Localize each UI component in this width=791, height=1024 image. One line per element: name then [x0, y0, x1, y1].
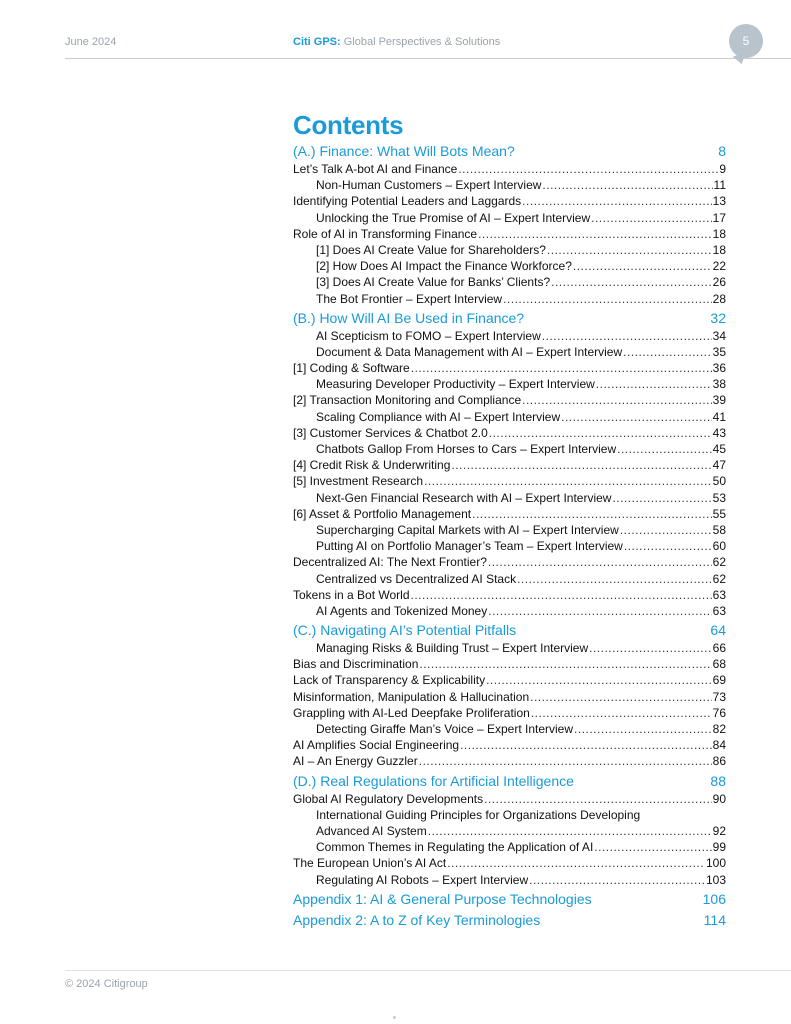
toc-section-heading[interactable]	[293, 911, 726, 930]
toc-entry-page: 73	[712, 689, 726, 704]
toc-entry-page: 82	[712, 722, 726, 736]
toc-section-page: 32	[710, 309, 726, 326]
toc-leader-dots	[531, 705, 712, 721]
toc-entry-label: Regulating AI Robots – Expert Interview	[316, 872, 529, 887]
toc-entry-page: 11	[713, 178, 726, 193]
toc-leader-dots	[591, 210, 712, 226]
toc-leader-dots	[488, 603, 711, 619]
toc-entry-page: 66	[712, 641, 726, 656]
toc-entry-label: Role of AI in Transforming Finance	[293, 226, 478, 241]
toc-leader-dots	[419, 656, 711, 672]
toc-entry-label: [4] Credit Risk & Underwriting	[293, 458, 451, 473]
toc-leader-dots	[460, 737, 712, 753]
toc-leader-dots	[478, 226, 712, 242]
toc-entry-page: 22	[712, 259, 726, 274]
toc-entry-label: International Guiding Principles for Organizations Developing	[316, 807, 641, 822]
toc-entry-page: 60	[712, 539, 726, 554]
toc-entry-label: [2] Transaction Monitoring and Compliance	[293, 393, 522, 408]
toc-entry[interactable]	[293, 210, 726, 226]
toc-section-page: 114	[703, 911, 726, 928]
toc-entry[interactable]	[293, 656, 726, 672]
toc-entry-page: 69	[712, 673, 726, 688]
toc-entry-label: [2] How Does AI Impact the Finance Workforce?	[316, 259, 572, 274]
toc-entry-page: 41	[712, 409, 726, 424]
toc-entry-label: [3] Customer Services & Chatbot 2.0	[293, 425, 488, 440]
toc-entry-page: 68	[712, 657, 726, 672]
toc-entry-page: 36	[712, 361, 726, 376]
toc-leader-dots	[620, 522, 712, 538]
toc-leader-dots	[547, 242, 712, 258]
header-publication	[293, 36, 500, 48]
toc-entry-label: [3] Does AI Create Value for Banks’ Clients?	[316, 275, 551, 290]
toc-entry[interactable]	[293, 791, 726, 807]
toc-entry-label: AI Scepticism to FOMO – Expert Interview	[316, 328, 541, 343]
toc-entry-page: 38	[712, 377, 726, 392]
toc-entry-page: 63	[712, 603, 726, 618]
toc-entry-label: [1] Coding & Software	[293, 361, 410, 376]
toc-leader-dots	[612, 490, 711, 506]
toc-leader-dots	[411, 360, 712, 376]
toc-section-heading[interactable]	[293, 309, 726, 328]
toc-entry-page: 45	[712, 442, 726, 456]
toc-leader-dots	[458, 161, 718, 177]
toc-entry-page: 99	[712, 840, 726, 855]
toc-leader-dots	[561, 409, 712, 425]
toc-entry[interactable]	[293, 490, 726, 506]
toc-entry-page: 39	[712, 393, 726, 408]
toc-entry[interactable]	[293, 441, 726, 457]
toc-entry[interactable]	[293, 242, 726, 258]
toc-entry-page: 100	[705, 856, 726, 871]
toc-entry[interactable]	[293, 258, 726, 274]
toc-entry[interactable]	[293, 409, 726, 425]
toc-leader-dots	[411, 587, 712, 603]
toc-leader-dots	[574, 721, 712, 737]
toc-entry-label: [1] Does AI Create Value for Shareholders?	[316, 242, 546, 257]
toc-leader-dots	[428, 823, 712, 839]
toc-entry-page: 17	[712, 210, 726, 225]
toc-leader-dots	[623, 344, 711, 360]
toc-entry-page: 18	[712, 226, 726, 241]
toc-entry-label: Grappling with AI-Led Deepfake Proliferation	[293, 705, 530, 720]
toc-entry-page: 18	[712, 242, 726, 257]
toc-leader-dots	[488, 554, 712, 570]
toc-entry[interactable]	[293, 672, 726, 688]
toc-entry-page: 35	[712, 344, 726, 359]
toc-entry[interactable]	[293, 392, 726, 408]
toc-entry[interactable]	[293, 161, 726, 177]
toc-section-label: (B.) How Will AI Be Used in Finance?	[293, 309, 525, 326]
toc-entry-page: 9	[719, 162, 726, 176]
toc-entry-label: Lack of Transparency & Explicability	[293, 673, 486, 688]
toc-entry[interactable]	[293, 538, 726, 554]
toc-entry-label: Unlocking the True Promise of AI – Expert Interview	[316, 210, 591, 225]
toc-entry[interactable]	[293, 193, 726, 209]
toc-leader-dots	[594, 839, 711, 855]
header-brand: Citi GPS:	[293, 36, 341, 48]
toc-entry-page: 53	[712, 490, 726, 505]
toc-entry-page: 47	[712, 458, 726, 473]
toc-entry-page: 63	[712, 587, 726, 602]
toc-entry-label: AI Agents and Tokenized Money	[316, 603, 488, 618]
toc-section-heading[interactable]	[293, 142, 726, 161]
toc-entry[interactable]	[293, 705, 726, 721]
toc-section-label: (C.) Navigating AI’s Potential Pitfalls	[293, 622, 517, 639]
toc-entry-label: Global AI Regulatory Developments	[293, 791, 484, 806]
toc-entry-label: Misinformation, Manipulation & Hallucination	[293, 689, 530, 704]
header-divider	[65, 58, 791, 59]
toc-leader-dots	[447, 855, 705, 871]
toc-entry[interactable]	[293, 522, 726, 538]
toc-leader-dots	[530, 689, 712, 705]
toc-leader-dots	[522, 193, 711, 209]
toc-entry-label: Centralized vs Decentralized AI Stack	[316, 571, 517, 586]
toc-entry[interactable]	[293, 328, 726, 344]
toc-entry-label: [5] Investment Research	[293, 474, 424, 489]
toc-entry-label: Managing Risks & Building Trust – Expert Interview	[316, 641, 589, 656]
toc-entry-label: Tokens in a Bot World	[293, 587, 410, 602]
toc-section-label: Appendix 2: A to Z of Key Terminologies	[293, 911, 541, 928]
toc-leader-dots	[573, 258, 712, 274]
toc-entry-page: 13	[712, 194, 726, 209]
toc-entry-page: 84	[712, 738, 726, 753]
toc-entry-page: 90	[712, 791, 726, 806]
toc-section-heading[interactable]	[293, 772, 726, 791]
toc-entry-label: Non-Human Customers – Expert Interview	[316, 178, 542, 193]
toc-entry-page: 86	[712, 754, 726, 769]
toc-entry[interactable]	[293, 360, 726, 376]
toc-entry[interactable]	[293, 721, 726, 737]
toc-entry-label: Document & Data Management with AI – Expert Interview	[316, 344, 623, 359]
toc-entry[interactable]	[293, 344, 726, 360]
toc-entry[interactable]	[293, 291, 726, 307]
toc-entry[interactable]	[293, 737, 726, 753]
toc-leader-dots	[529, 872, 705, 888]
toc-entry[interactable]	[293, 689, 726, 705]
toc-leader-dots	[486, 672, 712, 688]
toc-entry-page: 55	[712, 506, 726, 521]
toc-entry[interactable]	[293, 376, 726, 392]
toc-entry-label: Decentralized AI: The Next Frontier?	[293, 555, 487, 570]
toc-section-page: 64	[710, 622, 726, 639]
toc-entry-label: Scaling Compliance with AI – Expert Interview	[316, 409, 561, 424]
toc-entry-label: Bias and Discrimination	[293, 657, 419, 672]
toc-entry-label: Detecting Giraffe Man’s Voice – Expert Interview	[316, 722, 574, 736]
toc-entry-page: 58	[712, 522, 726, 537]
header-subtitle: Global Perspectives & Solutions	[343, 36, 501, 48]
page-marker-dot	[393, 1016, 396, 1019]
header-date: June 2024	[65, 36, 117, 48]
toc-entry-label: Measuring Developer Productivity – Expert Interview	[316, 377, 595, 392]
toc-entry[interactable]	[293, 823, 726, 839]
page-number-badge: 5	[729, 24, 763, 58]
toc-entry-page: 62	[712, 555, 726, 570]
toc-entry-page: 50	[712, 474, 726, 489]
toc-entry[interactable]	[293, 506, 726, 522]
toc-entry-label: Putting AI on Portfolio Manager’s Team – Expert Interview	[316, 539, 623, 554]
toc-entry-label: AI – An Energy Guzzler	[293, 754, 418, 769]
toc-entry[interactable]	[293, 226, 726, 242]
toc-section-page: 88	[710, 772, 726, 789]
toc-entry-label: Common Themes in Regulating the Application of AI	[316, 840, 594, 855]
toc-section-heading[interactable]	[293, 890, 726, 909]
toc-leader-dots	[589, 640, 712, 656]
toc-entry[interactable]	[293, 554, 726, 570]
toc-entry-label: The Bot Frontier – Expert Interview	[316, 291, 503, 306]
toc-leader-dots	[489, 425, 712, 441]
toc-leader-dots	[624, 538, 712, 554]
toc-leader-dots	[517, 571, 712, 587]
toc-entry-page: 28	[712, 291, 726, 306]
toc-entry[interactable]	[293, 872, 726, 888]
toc-entry-page: 26	[712, 275, 726, 290]
table-of-contents	[293, 142, 726, 930]
toc-entry[interactable]	[293, 473, 726, 489]
toc-entry-label: Identifying Potential Leaders and Laggards	[293, 194, 522, 209]
toc-entry-label: [6] Asset & Portfolio Management	[293, 506, 472, 521]
toc-section-label: (A.) Finance: What Will Bots Mean?	[293, 143, 515, 159]
toc-entry[interactable]	[293, 807, 726, 823]
toc-section-label: (D.) Real Regulations for Artificial Intelligence	[293, 772, 574, 789]
toc-entry[interactable]	[293, 571, 726, 587]
toc-leader-dots	[551, 274, 712, 290]
toc-entry-label: Next-Gen Financial Research with AI – Expert Interview	[316, 490, 612, 505]
toc-entry-page: 62	[712, 571, 726, 586]
toc-entry-label: Supercharging Capital Markets with AI – Expert Interview	[316, 522, 619, 537]
footer-copyright: © 2024 Citigroup	[65, 978, 148, 990]
toc-leader-dots	[472, 506, 712, 522]
toc-leader-dots	[451, 457, 711, 473]
footer-divider	[65, 970, 791, 971]
toc-entry[interactable]	[293, 457, 726, 473]
toc-entry[interactable]	[293, 855, 726, 871]
toc-entry-label: The European Union’s AI Act	[293, 856, 447, 871]
toc-leader-dots	[522, 392, 712, 408]
toc-entry[interactable]	[293, 177, 726, 193]
contents-title: Contents	[293, 110, 404, 140]
toc-entry-page: 92	[712, 823, 726, 838]
toc-leader-dots	[542, 328, 712, 344]
toc-entry-label: Advanced AI System	[316, 823, 427, 838]
toc-entry-page: 76	[712, 705, 726, 720]
toc-leader-dots	[424, 473, 712, 489]
toc-leader-dots	[617, 441, 712, 457]
toc-entry-page: 103	[705, 872, 726, 887]
toc-section-heading[interactable]	[293, 621, 726, 640]
toc-entry[interactable]	[293, 640, 726, 656]
toc-entry[interactable]	[293, 839, 726, 855]
toc-leader-dots	[542, 177, 712, 193]
toc-entry-page: 43	[712, 425, 726, 440]
toc-section-page: 106	[702, 890, 726, 907]
toc-entry[interactable]	[293, 603, 726, 619]
toc-entry[interactable]	[293, 753, 726, 769]
toc-entry[interactable]	[293, 274, 726, 290]
toc-section-page: 8	[718, 143, 726, 159]
toc-section-label: Appendix 1: AI & General Purpose Technologies	[293, 890, 592, 907]
toc-leader-dots	[484, 791, 712, 807]
toc-entry-page: 34	[712, 328, 726, 343]
toc-entry-label: Let’s Talk A-bot AI and Finance	[293, 162, 458, 176]
toc-entry-label: Chatbots Gallop From Horses to Cars – Expert Interview	[316, 442, 617, 456]
toc-entry[interactable]	[293, 587, 726, 603]
toc-leader-dots	[419, 753, 712, 769]
toc-entry[interactable]	[293, 425, 726, 441]
toc-entry-label: AI Amplifies Social Engineering	[293, 738, 460, 753]
toc-leader-dots	[503, 291, 712, 307]
toc-leader-dots	[596, 376, 712, 392]
